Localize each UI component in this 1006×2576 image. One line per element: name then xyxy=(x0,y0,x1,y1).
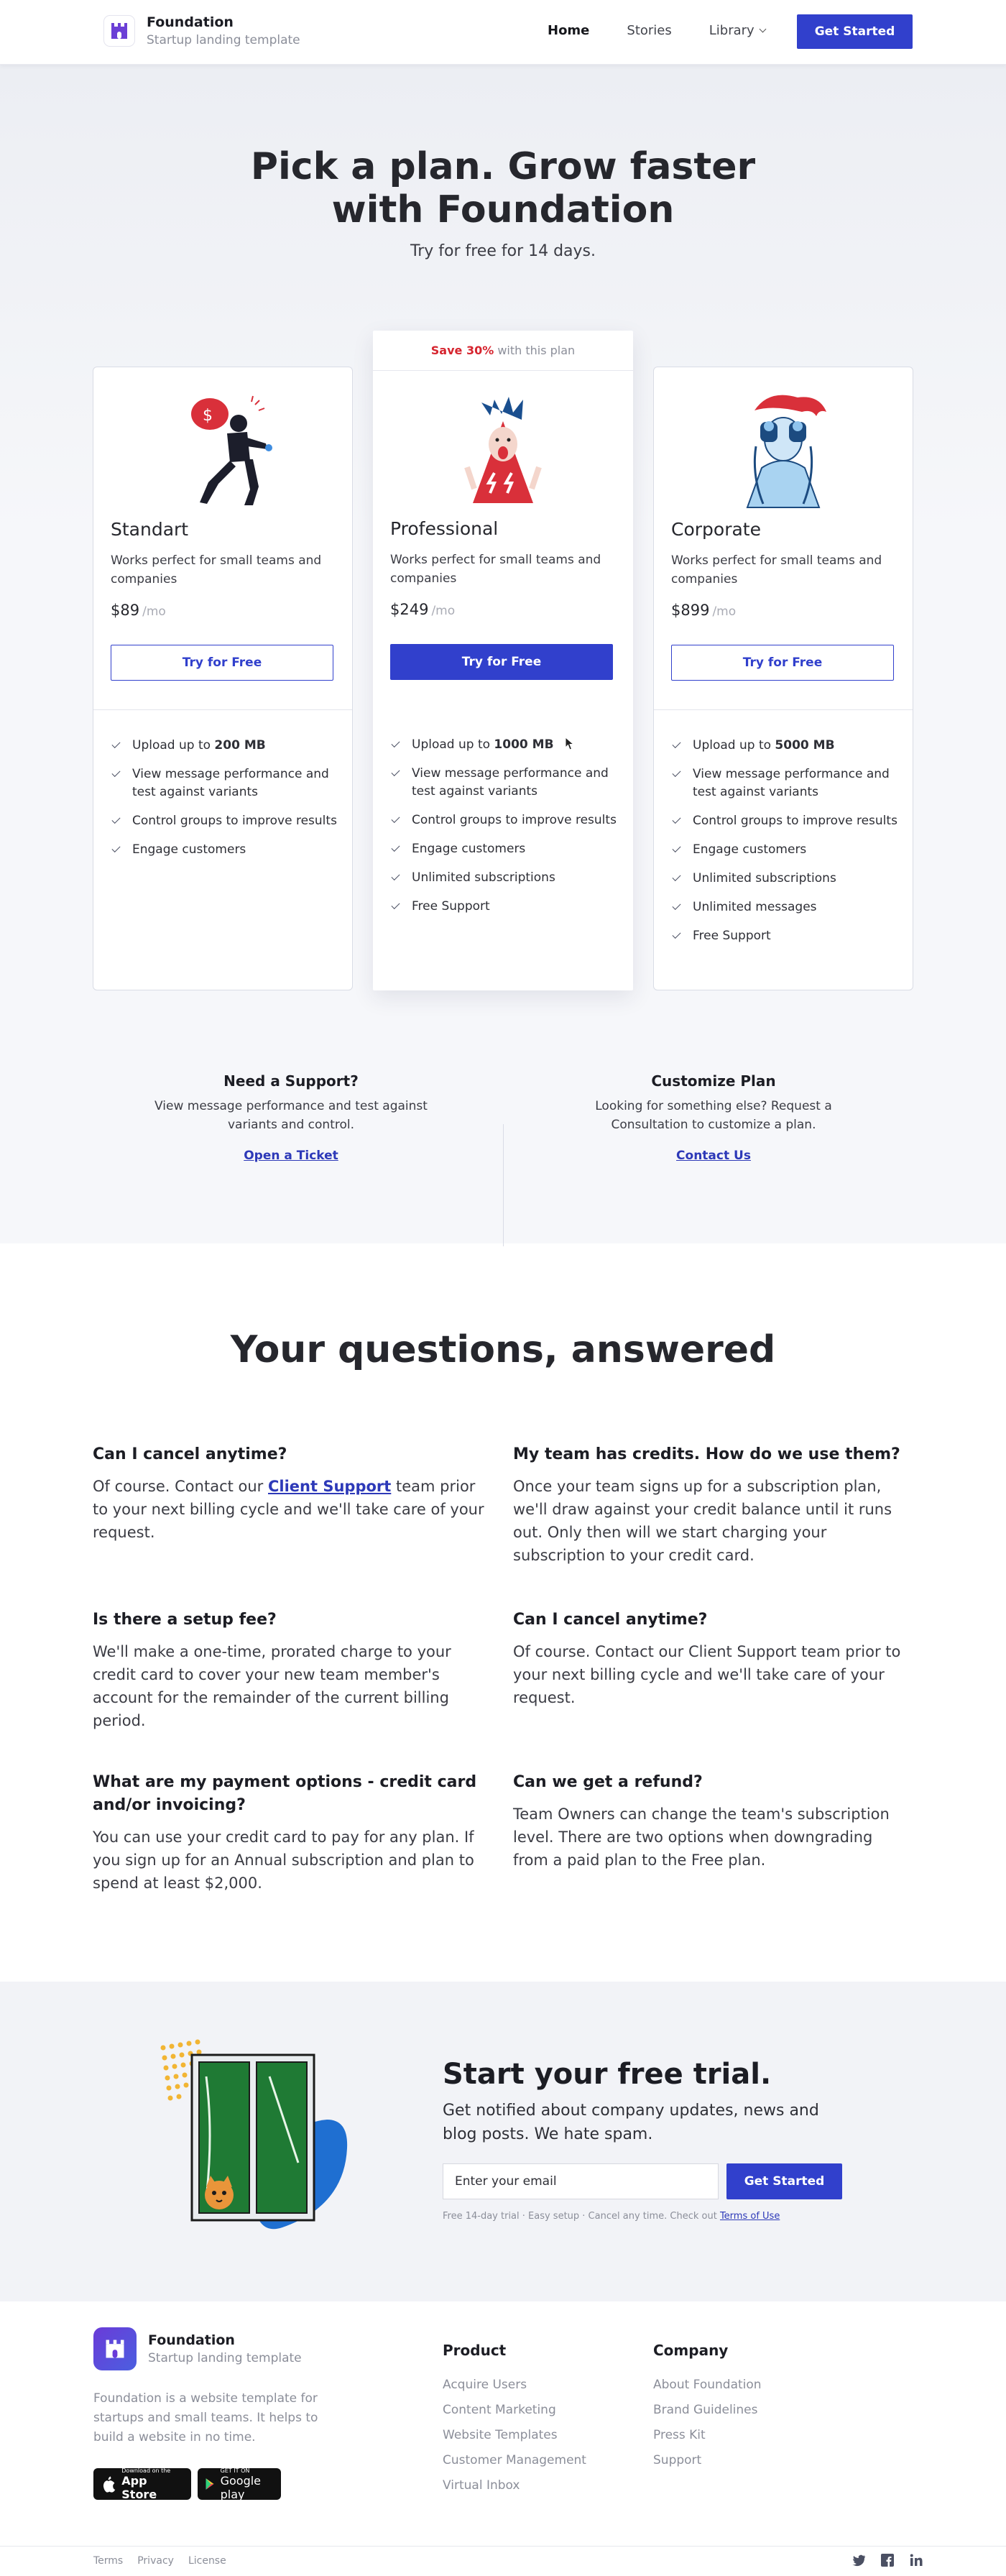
nav-home[interactable]: Home xyxy=(548,23,590,38)
try-free-button-standart[interactable]: Try for Free xyxy=(111,645,333,681)
try-free-button-corporate[interactable]: Try for Free xyxy=(671,645,894,681)
app-store-button[interactable] xyxy=(93,2468,191,2500)
faq-question: Is there a setup fee? xyxy=(93,1611,277,1629)
cat-window-illustration-icon xyxy=(154,2033,370,2249)
googleplay-small-text: GET IT ON xyxy=(220,2467,250,2474)
price-value: $89 xyxy=(111,602,140,619)
check-icon xyxy=(672,873,680,881)
feature-item: Upload up to 5000 MB xyxy=(671,737,901,755)
check-icon xyxy=(111,768,120,777)
check-icon xyxy=(391,843,400,852)
support-text: View message performance and test against variants and control. xyxy=(154,1099,428,1132)
header-get-started-button[interactable]: Get Started xyxy=(797,14,913,49)
footer-brand-tagline: Startup landing template xyxy=(148,2351,302,2365)
trial-title: Start your free trial. xyxy=(443,2058,772,2091)
email-field[interactable] xyxy=(443,2163,719,2199)
google-play-button[interactable] xyxy=(198,2468,281,2500)
check-icon xyxy=(111,844,120,852)
feature-item: Engage customers xyxy=(390,840,620,858)
footer-link-press-kit[interactable]: Press Kit xyxy=(653,2428,706,2442)
client-support-link[interactable]: Client Support xyxy=(268,1478,392,1495)
feature-item: Unlimited subscriptions xyxy=(390,869,620,887)
plan-price xyxy=(671,602,736,619)
check-icon xyxy=(672,740,680,748)
brand[interactable] xyxy=(103,14,300,47)
faq-answer: Of course. Contact our Client Support team prior to your next billing cycle and we'll take care of your request. xyxy=(93,1478,484,1541)
contact-us-link[interactable]: Contact Us xyxy=(676,1149,751,1163)
footer-link-about[interactable]: About Foundation xyxy=(653,2378,762,2392)
faq-question: Can we get a refund? xyxy=(513,1773,703,1791)
trial-lead: Get notified about company updates, news and blog posts. We hate spam. xyxy=(443,2102,819,2143)
price-period: /mo xyxy=(431,604,456,618)
social-links xyxy=(838,2552,924,2568)
price-period: /mo xyxy=(712,604,737,619)
try-free-button-professional[interactable]: Try for Free xyxy=(390,644,613,680)
faq-item xyxy=(93,1443,488,1544)
title-line-2: with Foundation xyxy=(331,188,675,231)
plan-name: Corporate xyxy=(671,519,761,540)
faq-answer: Once your team signs up for a subscription plan, we'll draw against your credit balance until it runs out. Only then will we start charging your subscription to your credit card. xyxy=(513,1478,892,1564)
price-value: $249 xyxy=(390,601,429,618)
linkedin-icon[interactable] xyxy=(908,2552,924,2568)
appstore-small-text: Download on the xyxy=(121,2467,171,2474)
support-block xyxy=(137,1072,446,1163)
plan-card-corporate xyxy=(653,367,913,990)
check-icon xyxy=(672,901,680,910)
price-value: $899 xyxy=(671,602,710,619)
feature-item: Unlimited messages xyxy=(671,898,901,916)
faq-answer: We'll make a one-time, prorated charge to your credit card to cover your new team member's account for the remainder of the current billing period. xyxy=(93,1643,451,1729)
binoculars-person-illustration-icon xyxy=(719,382,848,511)
faq-question: My team has credits. How do we use them? xyxy=(513,1445,900,1463)
googleplay-big-text: Google play xyxy=(220,2473,262,2501)
faq-question: What are my payment options - credit card and/or invoicing? xyxy=(93,1773,477,1814)
feature-item: View message performance and test against variants xyxy=(390,765,620,801)
faq-answer: Team Owners can change the team's subscription level. There are two options when downgrading from a paid plan to the Free plan. xyxy=(513,1806,890,1869)
terms-of-use-link[interactable]: Terms of Use xyxy=(719,2211,780,2222)
faq-item xyxy=(93,1609,488,1732)
footer-link-content-marketing[interactable]: Content Marketing xyxy=(443,2403,556,2417)
feature-list xyxy=(390,736,620,926)
footer-column-title: Company xyxy=(653,2342,729,2359)
plan-card-standart xyxy=(93,367,353,990)
price-period: /mo xyxy=(142,604,166,619)
footer-company-column xyxy=(653,2342,762,2478)
faq-answer: Of course. Contact our Client Support team prior to your next billing cycle and we'll take care of your request. xyxy=(513,1643,901,1706)
plan-name: Standart xyxy=(111,519,189,540)
plan-name: Professional xyxy=(390,518,499,539)
feature-item: Control groups to improve results xyxy=(671,812,901,830)
plan-price xyxy=(111,602,166,619)
site-header xyxy=(0,0,1006,65)
feature-item: View message performance and test against variants xyxy=(671,765,901,801)
brand-name: Foundation xyxy=(147,14,234,30)
feature-list xyxy=(671,737,901,956)
check-icon xyxy=(672,768,680,777)
privacy-link[interactable]: Privacy xyxy=(137,2555,174,2567)
faq-question: Can I cancel anytime? xyxy=(513,1611,708,1629)
nav-library-label: Library xyxy=(709,23,754,38)
chevron-down-icon xyxy=(759,26,766,33)
trial-note xyxy=(443,2211,780,2222)
save-highlight: Save 30% xyxy=(430,344,494,357)
faq-item xyxy=(93,1771,488,1895)
trial-get-started-button[interactable]: Get Started xyxy=(726,2163,842,2199)
feature-item: Unlimited subscriptions xyxy=(671,870,901,888)
pricing-section xyxy=(0,65,1006,1243)
faq-item xyxy=(513,1609,908,1709)
title-line-1: Pick a plan. Grow faster xyxy=(250,145,756,188)
faq-title: Your questions, answered xyxy=(230,1328,776,1371)
check-icon xyxy=(672,930,680,939)
check-icon xyxy=(672,844,680,852)
footer-link-customer-management[interactable]: Customer Management xyxy=(443,2453,586,2467)
feature-item: Free Support xyxy=(671,927,901,945)
legal-links xyxy=(93,2555,241,2567)
license-link[interactable]: License xyxy=(188,2555,226,2567)
google-play-icon xyxy=(205,2476,216,2492)
footer-link-virtual-inbox[interactable]: Virtual Inbox xyxy=(443,2478,520,2493)
save-banner xyxy=(373,331,633,371)
shouting-person-illustration-icon xyxy=(438,381,568,510)
footer-brand-name: Foundation xyxy=(148,2332,235,2348)
check-icon xyxy=(111,740,120,748)
support-divider xyxy=(503,1124,504,1246)
footer-brand[interactable] xyxy=(93,2327,302,2370)
thief-illustration-icon xyxy=(158,382,287,511)
feature-item: Upload up to 200 MB xyxy=(111,737,341,755)
twitter-icon[interactable] xyxy=(851,2552,867,2568)
svg-text:$: $ xyxy=(203,407,213,425)
feature-item: Engage customers xyxy=(671,841,901,859)
facebook-icon[interactable] xyxy=(880,2552,895,2568)
footer-link-brand-guidelines[interactable]: Brand Guidelines xyxy=(653,2403,758,2417)
brand-tagline: Startup landing template xyxy=(147,33,300,47)
support-title: Need a Support? xyxy=(223,1072,359,1090)
mouse-pointer-icon xyxy=(565,737,575,751)
feature-item: Control groups to improve results xyxy=(111,812,341,830)
faq-answer: You can use your credit card to pay for any plan. If you sign up for an Annual subscription and plan to spend at least $2,000. xyxy=(93,1828,474,1892)
feature-item: Control groups to improve results xyxy=(390,811,620,829)
feature-item: Upload up to 1000 MB xyxy=(390,736,620,754)
footer-link-acquire-users[interactable]: Acquire Users xyxy=(443,2378,527,2392)
check-icon xyxy=(391,768,400,776)
open-ticket-link[interactable]: Open a Ticket xyxy=(244,1149,338,1163)
customize-title: Customize Plan xyxy=(651,1072,776,1090)
castle-logo-icon xyxy=(93,2327,137,2370)
plan-price xyxy=(390,601,455,618)
terms-link[interactable]: Terms xyxy=(93,2555,124,2567)
customize-text: Looking for something else? Request a Consultation to customize a plan. xyxy=(595,1099,832,1132)
page-title xyxy=(0,145,1006,231)
feature-list xyxy=(111,737,341,870)
apple-icon xyxy=(101,2475,116,2493)
plan-description: Works perfect for small teams and companies xyxy=(390,553,601,586)
page-subtitle: Try for free for 14 days. xyxy=(410,242,596,260)
appstore-big-text: App Store xyxy=(121,2473,157,2501)
castle-logo-icon xyxy=(103,15,135,47)
check-icon xyxy=(111,815,120,824)
main-nav xyxy=(548,23,803,38)
footer-link-website-templates[interactable]: Website Templates xyxy=(443,2428,558,2442)
footer-bottom-bar xyxy=(0,2546,1006,2576)
footer-link-support[interactable]: Support xyxy=(653,2453,702,2467)
plan-card-professional xyxy=(373,331,633,990)
customize-block xyxy=(559,1072,868,1163)
footer-about: Foundation is a website template for startups and small teams. It helps to build a website in no time. xyxy=(93,2391,318,2444)
trial-note-text: Free 14-day trial · Easy setup · Cancel any time. Check out xyxy=(443,2211,720,2222)
faq-question: Can I cancel anytime? xyxy=(93,1445,287,1463)
feature-item: Free Support xyxy=(390,898,620,916)
check-icon xyxy=(391,739,400,748)
footer-column-title: Product xyxy=(443,2342,507,2359)
save-text: with this plan xyxy=(494,344,576,357)
check-icon xyxy=(391,872,400,880)
footer-product-column xyxy=(443,2342,586,2503)
nav-stories[interactable]: Stories xyxy=(627,23,672,38)
card-divider xyxy=(93,709,352,710)
free-trial-section xyxy=(0,1982,1006,2301)
plan-description: Works perfect for small teams and companies xyxy=(111,553,322,586)
plan-description: Works perfect for small teams and companies xyxy=(671,553,882,586)
check-icon xyxy=(391,901,400,909)
faq-item xyxy=(513,1443,908,1567)
nav-library[interactable] xyxy=(709,23,765,38)
check-icon xyxy=(672,815,680,824)
faq-item xyxy=(513,1771,908,1872)
feature-item: Engage customers xyxy=(111,841,341,859)
feature-item: View message performance and test against variants xyxy=(111,765,341,801)
card-divider xyxy=(654,709,913,710)
check-icon xyxy=(391,814,400,823)
